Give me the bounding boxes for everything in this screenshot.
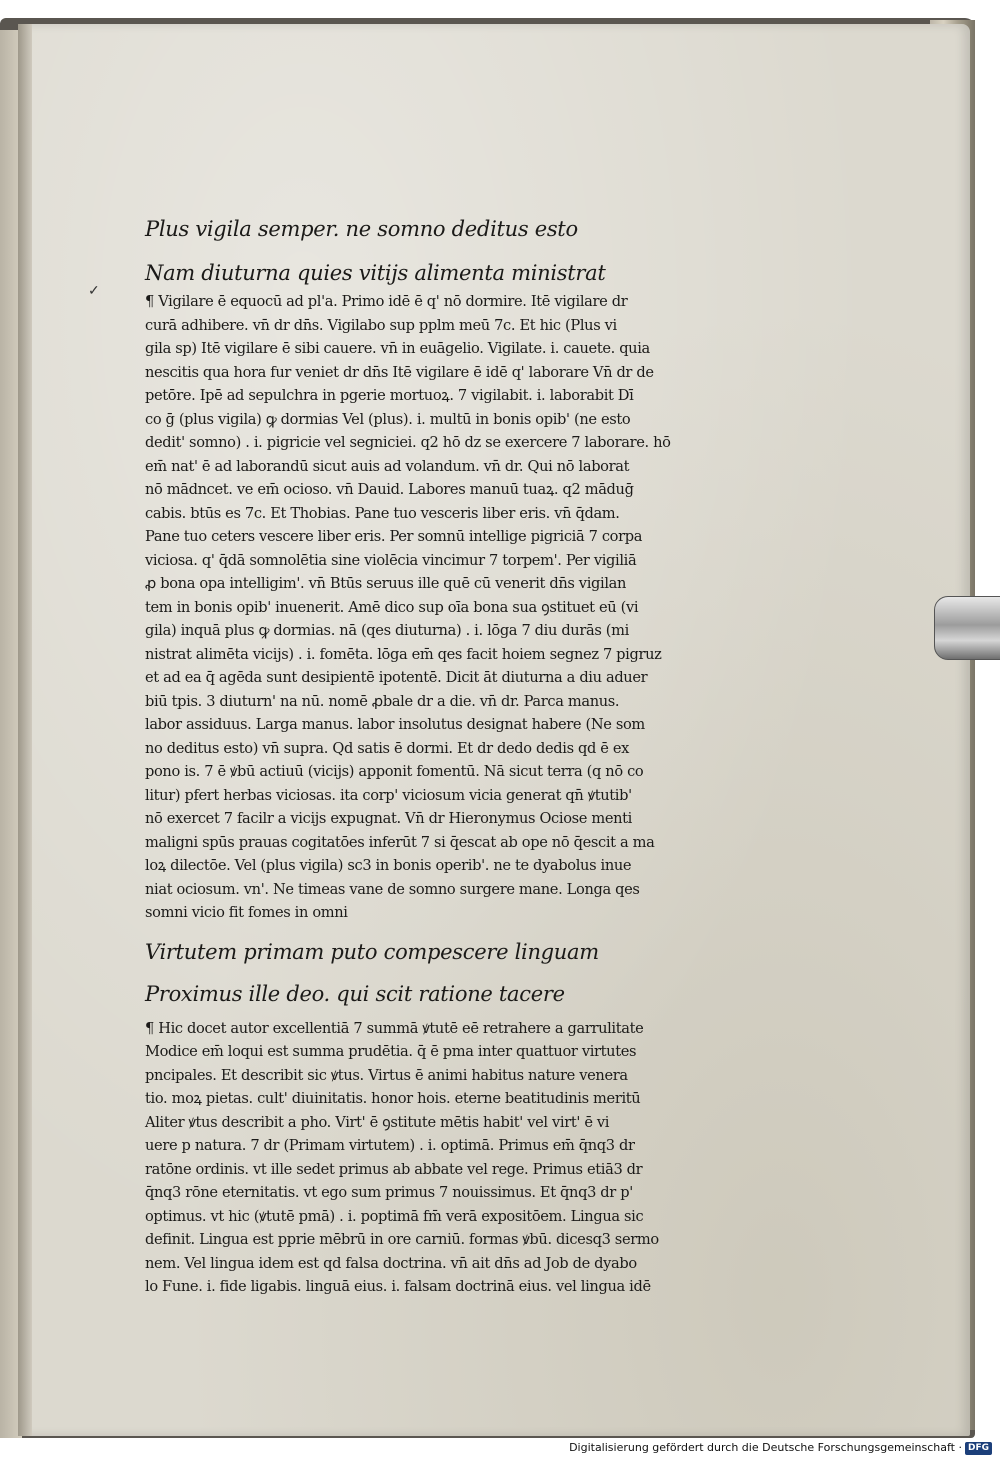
commentary-line: nō mādncet. ve em̄ ocioso. vn̄ Dauid. Labores manuū tuaꝝ. q2 māduḡ: [145, 481, 634, 498]
commentary-line: uere p natura. 7 dr (Primam virtutem) . i. optimā. Primus em̄ q̄nq3 dr: [145, 1137, 635, 1154]
margin-mark: ✓: [88, 283, 100, 299]
commentary-line: ꝓ bona opa intelligim'. vn̄ Btūs seruus ille quē cū venerit dn̄s vigilan: [145, 575, 627, 592]
commentary-line: curā adhibere. vn̄ dr dn̄s. Vigilabo sup pplm meū 7c. Et hic (Plus vi: [145, 316, 617, 334]
commentary-line: niat ociosum. vn'. Ne timeas vane de somno surgere mane. Longa qes: [145, 880, 640, 898]
page-text: [145, 210, 775, 1299]
commentary-block-1: [145, 290, 775, 925]
commentary-line: co ḡ (plus vigila) ꝙ dormias Vel (plus). i. multū in bonis opib' (ne esto: [145, 410, 631, 428]
commentary-line: litur) pfert herbas viciosas. ita corp' viciosum vicia generat qn̄ ꝟtutib': [145, 786, 632, 804]
commentary-line: definit. Lingua est pprie mēbrū in ore carniū. formas ꝟbū. dicesq3 sermo: [145, 1231, 659, 1248]
credit-text: Digitalisierung gefördert durch die Deutsche Forschungsgemeinschaft ·: [569, 1441, 962, 1454]
commentary-line: no deditus esto) vn̄ supra. Qd satis ē dormi. Et dr dedo dedis qd ē ex: [145, 739, 630, 757]
commentary-line: em̄ nat' ē ad laborandū sicut auis ad volandum. vn̄ dr. Qui nō laborat: [145, 457, 630, 475]
verse-line-1: Plus vigila semper. ne somno deditus esto: [145, 217, 578, 241]
commentary-line: gila sp) Itē vigilare ē sibi cauere. vn̄ in euāgelio. Vigilate. i. cauete. quia: [145, 340, 650, 357]
commentary-line: labor assiduus. Larga manus. labor insolutus designat habere (Ne som: [145, 716, 645, 733]
commentary-block-2: [145, 1017, 775, 1299]
commentary-line: Modice em̄ loqui est summa prudētia. q̄ ē pma inter quattuor virtutes: [145, 1043, 637, 1060]
commentary-line: ¶ Vigilare ē equocū ad pl'a. Primo idē ē q' nō dormire. Itē vigilare dr: [145, 293, 628, 310]
commentary-line: biū tpis. 3 diuturn' na nū. nomē ꝓbale dr a die. vn̄ dr. Parca manus.: [145, 692, 620, 710]
book-clip: [934, 596, 1000, 660]
commentary-line: nistrat alimēta vicijs) . i. fomēta. lōga em̄ qes facit hoiem segnez 7 pigruz: [145, 645, 662, 663]
commentary-line: Pane tuo ceters vescere liber eris. Per somnū intellige pigriciā 7 corpa: [145, 528, 643, 545]
page-gutter: [18, 24, 32, 1436]
commentary-line: pncipales. Et describit sic ꝟtus. Virtus ē animi habitus nature venera: [145, 1066, 628, 1084]
commentary-line: q̄nq3 rōne eternitatis. vt ego sum primus 7 nouissimus. Et q̄nq3 dr p': [145, 1184, 633, 1201]
digitization-credit: [569, 1440, 992, 1456]
commentary-line: lo Fune. i. fide ligabis. linguā eius. i. falsam doctrinā eius. vel lingua idē: [145, 1278, 651, 1295]
verse-line-2: Nam diuturna quies vitijs alimenta ministrat: [145, 261, 606, 285]
commentary-line: maligni spūs prauas cogitatōes inferūt 7 si q̄escat ab ope nō q̄escit a ma: [145, 833, 655, 851]
commentary-line: et ad ea q̄ agēda sunt desipientē ipotentē. Dicit āt diuturna a diu aduer: [145, 669, 648, 686]
commentary-line: petōre. Ipē ad sepulchra in pgerie mortuoꝝ. 7 vigilabit. i. laborabit Dī: [145, 387, 634, 404]
commentary-line: ratōne ordinis. vt ille sedet primus ab abbate vel rege. Primus etiā3 dr: [145, 1160, 643, 1178]
dfg-logo: DFG: [965, 1442, 992, 1455]
commentary-line: tem in bonis opib' inuenerit. Amē dico sup oīa bona sua ꝯstituet eū (vi: [145, 598, 639, 616]
commentary-line: pono is. 7 ē ꝟbū actiuū (vicijs) apponit fomentū. Nā sicut terra (q nō co: [145, 763, 644, 780]
verse-line-3: Virtutem primam puto compescere linguam: [145, 939, 599, 964]
commentary-line: ¶ Hic docet autor excellentiā 7 summā ꝟtutē eē retrahere a garrulitate: [145, 1019, 644, 1037]
commentary-line: tio. moꝝ pietas. cult' diuinitatis. honor hois. eterne beatitudinis meritū: [145, 1090, 641, 1107]
commentary-line: dedit' somno) . i. pigricie vel segniciei. q2 hō dz se exercere 7 laborare. hō: [145, 434, 671, 451]
commentary-line: Aliter ꝟtus describit a pho. Virt' ē ꝯstitute mētis habit' vel virt' ē vi: [145, 1113, 610, 1131]
commentary-line: nō exercet 7 facilr a vicijs expugnat. Vn̄ dr Hieronymus Ociose menti: [145, 810, 633, 827]
commentary-line: somni vicio fit fomes in omni: [145, 904, 348, 921]
commentary-line: cabis. btūs es 7c. Et Thobias. Pane tuo vesceris liber eris. vn̄ q̄dam.: [145, 504, 620, 522]
commentary-line: viciosa. q' q̄dā somnolētia sine violēcia vincimur 7 torpem'. Per vigiliā: [145, 551, 637, 569]
commentary-line: nem. Vel lingua idem est qd falsa doctrina. vn̄ ait dn̄s ad Job de dyabo: [145, 1254, 637, 1272]
verse-line-4: Proximus ille deo. qui scit ratione tacere: [145, 981, 565, 1006]
commentary-line: nescitis qua hora fur veniet dr dn̄s Itē vigilare ē idē q' laborare Vn̄ dr de: [145, 363, 654, 381]
commentary-line: optimus. vt hic (ꝟtutē pmā) . i. poptimā fm̄ verā expositōem. Lingua sic: [145, 1207, 644, 1225]
commentary-line: loꝝ dilectōe. Vel (plus vigila) sc3 in bonis operib'. ne te dyabolus inue: [145, 857, 632, 874]
commentary-line: gila) inquā plus ꝙ dormias. nā (qes diuturna) . i. lōga 7 diu durās (mi: [145, 622, 629, 639]
